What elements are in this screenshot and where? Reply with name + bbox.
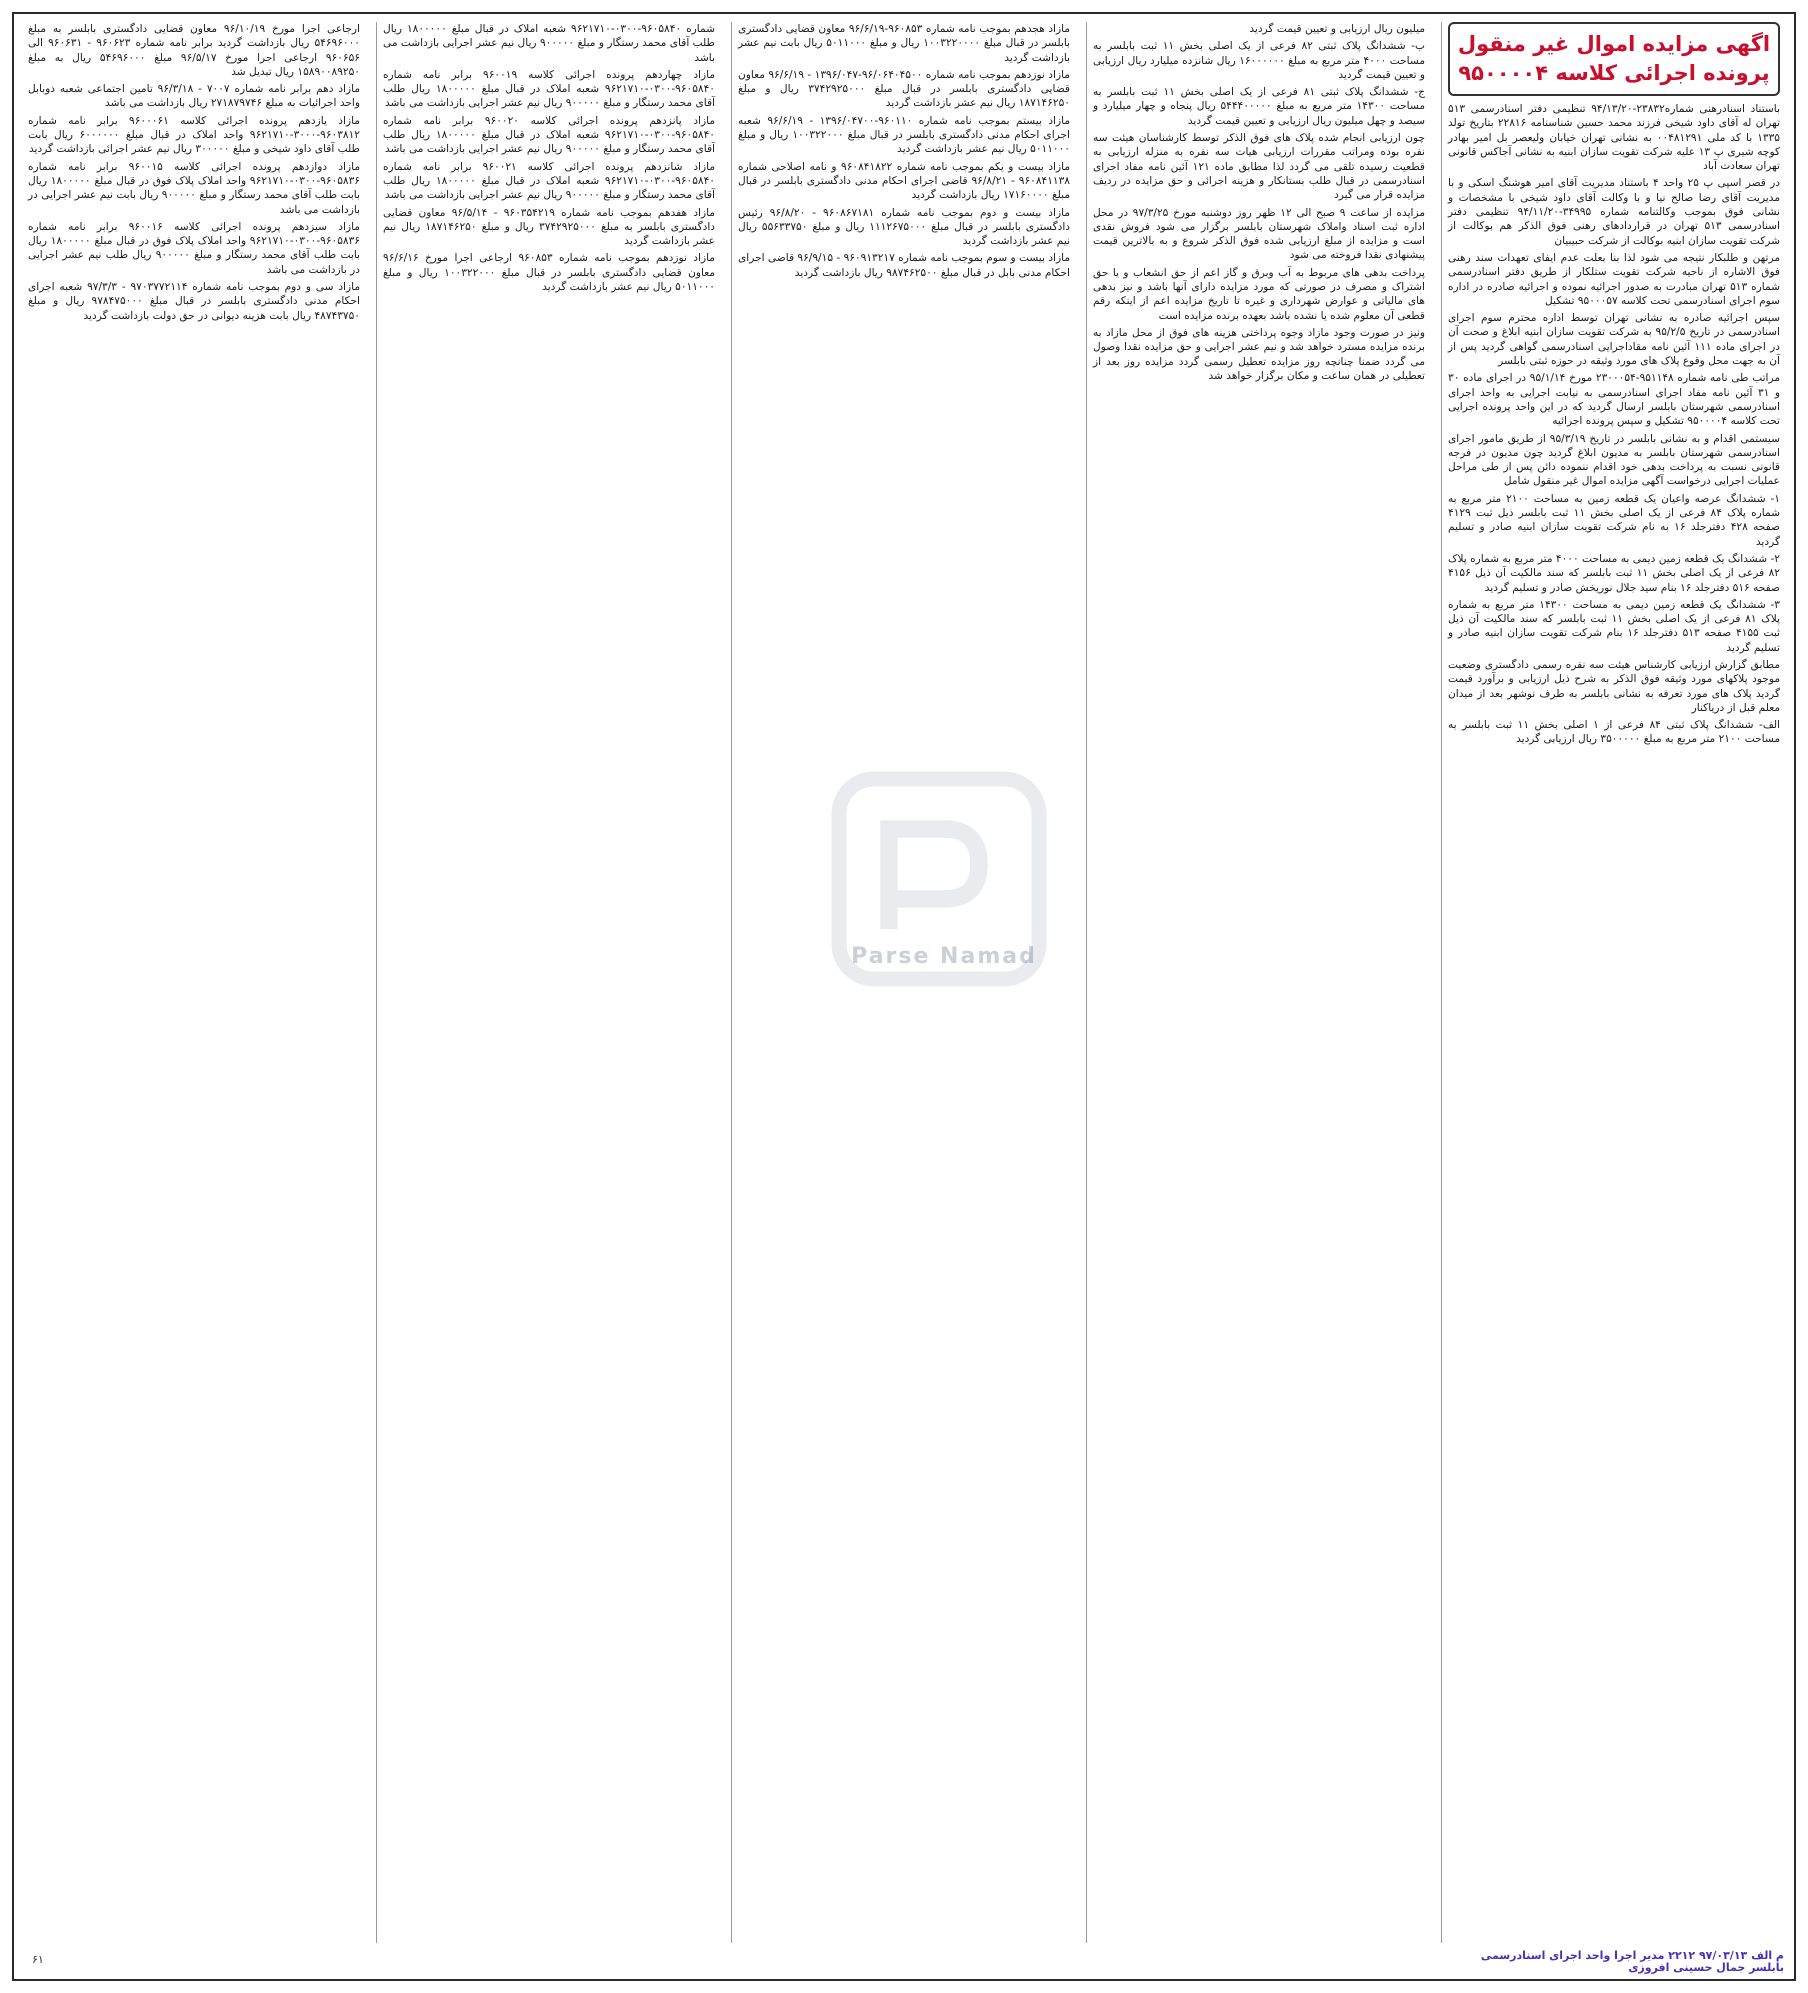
- surplus-item: مازاد یازدهم پرونده اجرائی کلاسه ۹۶۰۰۰۶۱ برابر نامه شماره ۹۶۰۳۸۱۲-۳۰۰۰-۹۶۲۱۷۱۰ واحد املاک در قبال مبلغ ۶۰۰۰۰۰۰ ریال بابت طلب آقای داود شیخی و مبلغ ۳۰۰۰۰۰ ریال نیم عشر اجرائی بازداشت گردید: [28, 114, 360, 156]
- auction-terms: ونیز در صورت وجود مازاد وجوه پرداختی هزینه های فوق از محل مازاد به برنده مزایده مسترد خواهد شد و نیم عشر اجرایی و حق مزایده نقدا وصول می گردد ضمنا چنانچه روز مزایده تعطیل رسمی گردد مزایده روز بعد از تعطیلی در همان ساعت و مکان برگزار خواهد شد: [1093, 326, 1425, 382]
- signer-name: بابلسر جمال حسینی افروزی: [1628, 1961, 1784, 1974]
- surplus-item: مازاد شانزدهم پرونده اجرائی کلاسه ۹۶۰۰۲۱ برابر نامه شماره ۹۶۰۵۸۴۰-۰۳۰۰-۹۶۲۱۷۱۰ شعبه املاک در قبال مبلغ ۱۸۰۰۰۰۰ ریال طلب آقای محمد رستگار و مبلغ ۹۰۰۰۰۰ ریال نیم عشر اجرایی بازداشت می باشد: [383, 160, 715, 202]
- watermark-text: Parse Namad: [851, 944, 1037, 969]
- surplus-item: شماره ۹۶۰۵۸۴۰-۰۳۰۰-۹۶۲۱۷۱۰ شعبه املاک در قبال مبلغ ۱۸۰۰۰۰۰ ریال طلب آقای محمد رستگار و مبلغ ۹۰۰۰۰۰ ریال نیم عشر اجرایی بازداشت می باشد: [383, 23, 715, 64]
- surplus-item: مازاد هفدهم بموجب نامه شماره ۹۶۰۳۵۴۲۱۹ - ۹۶/۵/۱۴ معاون قضایی دادگستری بابلسر به مبلغ ۳۷۴۲۹۲۵۰۰۰ ریال و مبلغ ۱۸۷۱۴۶۲۵۰ ریال نیم عشر بازداشت گردید: [383, 206, 716, 248]
- column-2: [1086, 22, 1431, 1943]
- column-5: [22, 22, 366, 1943]
- surplus-item: مازاد دهم برابر نامه شماره ۷۰۰۷ - ۹۶/۳/۱۸ تامین اجتماعی شعبه دوبابل واحد اجرائیات به مبلغ ۲۷۱۸۷۹۷۴۶ ریال بازداشت می باشد: [28, 83, 361, 110]
- property-item: ۲- ششدانگ یک قطعه زمین دیمی به مساحت ۴۰۰۰ متر مربع به شماره پلاک ۸۲ فرعی از یک اصلی بخش ۱۱ ثبت بابلسر که سند مالکیت آن ذیل ۴۱۵۶ صفحه ۵۱۶ دفترجلد ۱۶ بنام سید جلال نوریخش صادر و تسلیم گردید: [1447, 552, 1780, 594]
- title-box: [1448, 22, 1780, 96]
- column-1: [1441, 22, 1786, 1943]
- page-subtitle: پرونده اجرائی کلاسه ۹۵۰۰۰۰۴: [1458, 61, 1770, 85]
- surplus-item: مازاد بیست و سوم بموجب نامه شماره ۹۶۰۹۱۳۲۱۷ - ۹۶/۹/۱۵ قاضی اجرای احکام مدنی بابل در قبال مبلغ ۹۸۷۴۶۲۵۰۰ ریال بازداشت گردید: [737, 252, 1070, 279]
- appraisal-item: ج- ششدانگ پلاک ثبتی ۸۱ فرعی از یک اصلی بخش ۱۱ ثبت بابلسر به مساحت ۱۴۳۰۰ متر مربع به مبلغ ۵۴۴۴۰۰۰۰۰ ریال پنجاه و چهار میلیارد و سیصد و چهل میلیون ریال ارزیابی و تعیین قیمت گردید: [1093, 86, 1425, 127]
- auction-terms: پرداخت بدهی های مربوط به آب وبرق و گاز اعم از حق انشعاب و یا حق اشتراک و مصرف در صورتی که مورد مزایده دارای آنها باشد و نیز بدهی های مالیاتی و عوارض شهرداری و غیره تا تاریخ مزایده اعم از اینکه رقم قطعی آن معلوم شده یا نشده باشد بعهده برنده مزایده است: [1093, 266, 1425, 322]
- surplus-item: مازاد دوازدهم پرونده اجرائی کلاسه ۹۶۰۰۱۵ برابر نامه شماره ۹۶۰۵۸۳۶-۰۳۰۰-۹۶۲۱۷۱۰ واحد املاک پلاک فوق در قبال مبلغ ۱۸۰۰۰۰۰ ریال بابت طلب آقای محمد رستگار و مبلغ ۹۰۰۰۰۰ ریال بابت نیم عشر اجرایی در بازداشت می باشد: [28, 160, 360, 216]
- appraisal-item: الف- ششدانگ پلاک ثبتی ۸۴ فرعی از ۱ اصلی بخش ۱۱ ثبت بابلسر به مساحت ۲۱۰۰ متر مربع به مبلغ ۳۵۰۰۰۰۰ ریال ارزیابی گردید: [1448, 719, 1781, 746]
- intro-paragraph: مرتهن و طلبکار نتیجه می شود لذا بنا بعلت عدم ایفای تعهدات سند رهنی فوق الاشاره از ناحیه شرکت تقویت ستلکار از طریق دفتر اسنادرسمی شماره ۵۱۳ تهران مبادرت به صدور اجرائیه نموده و اجرائیه صادره در اداره سوم اجرای اسنادرسمی تحت کلاسه ۹۵۰۰۰۵۷ تشکیل: [1448, 251, 1780, 307]
- publication-notice: م الف ۹۷/۰۳/۱۳ ۲۲۱۲ مدیر اجرا واحد اجرای اسنادرسمی: [1480, 1949, 1784, 1962]
- surplus-item: مازاد نوزدهم بموجب نامه شماره ۹۶۰۸۵۳ ارجاعی اجرا مورخ ۹۶/۶/۱۶ معاون قضایی دادگستری بابلسر در قبال مبلغ ۱۰۰۳۲۲۰۰۰ ریال و مبلغ ۵۰۱۱۰۰۰ ریال نیم عشر بازداشت گردید: [383, 252, 715, 294]
- footer: [24, 1947, 1784, 1973]
- surplus-item: مازاد نوزدهم بموجب نامه شماره ۹۶/۰۶۴۰۴۵۰۰-۱۳۹۶/۰۴۷ - ۹۶/۶/۱۹ معاون قضایی دادگستری بابلسر در قبال مبلغ ۳۷۴۲۹۲۵۰۰۰ ریال و مبلغ ۱۸۷۱۴۶۲۵۰ ریال نیم عشر بازداشت گردید: [738, 68, 1070, 110]
- column-4: [376, 22, 721, 1943]
- surplus-item: مازاد بیست و دوم بموجب نامه شماره ۹۶۰۸۶۷۱۸۱ - ۹۶/۸/۲۰ رئیس دادگستری بابلسر در قبال مبلغ ۱۱۱۲۶۷۵۰۰۰ ریال و مبلغ ۵۵۶۳۳۷۵۰ ریال نیم عشر بازداشت گردید: [738, 206, 1071, 248]
- appraisal-item: ب- ششدانگ پلاک ثبتی ۸۲ فرعی از یک اصلی بخش ۱۱ ثبت بابلسر به مساحت ۴۰۰۰ متر مربع به مبلغ ۱۶۰۰۰۰۰۰ ریال شانزده میلیارد ریال ارزیابی و تعیین قیمت گردید: [1093, 40, 1425, 81]
- appraisal-item: میلیون ریال ارزیابی و تعیین قیمت گردید: [1249, 23, 1425, 35]
- page-title: اگهی مزایده اموال غیر منقول: [1457, 32, 1771, 56]
- surplus-item: ارجاعی اجرا مورخ ۹۶/۱۰/۱۹ معاون قضایی دادگستری بابلسر به مبلغ ۵۴۶۹۶۰۰۰ ریال بازداشت گردید برابر نامه شماره ۹۶۰۶۲۳ - ۹۶۰۶۳۱ الی ۹۶۰۶۵۶ ارجاعی اجرا مورخ ۹۶/۵/۱۷ مبلغ ۵۴۶۹۶۰۰۰ ریال به مبلغ ۱۵۸۹۰۰۸۹۲۵۰ ریال تبدیل شد: [28, 23, 360, 78]
- surplus-item: مازاد چهاردهم پرونده اجرائی کلاسه ۹۶۰۰۱۹ برابر نامه شماره ۹۶۰۵۸۴۰-۰۳۰۰-۹۶۲۱۷۱۰ شعبه املاک در قبال مبلغ ۱۸۰۰۰۰۰ ریال طلب آقای محمد رستگار و مبلغ ۹۰۰۰۰۰ ریال نیم عشر اجرایی بازداشت می باشد: [383, 68, 715, 110]
- notice-page: [12, 12, 1796, 1981]
- intro-paragraph: سیستمی اقدام و به نشانی بابلسر در تاریخ ۹۵/۳/۱۹ از طریق مامور اجرای اسنادرسمی شهرستان بابلسر به مدیون ابلاغ گردید چون مدیون در فرجه قانونی نسبت به پرداخت بدهی خود اقدام ننموده دائن پس از طی مراحل عملیات اجرایی درخواست آگهی مزایده اموال غیر منقول شامل: [1448, 432, 1780, 488]
- intro-paragraph: باستناد اسنادرهنی شماره۲۳۸۳۲-۹۴/۱۳/۲۰ تنظیمی دفتر اسنادرسمی ۵۱۳ تهران له آقای داود شیخی فرزند محمد حسین شناسنامه ۲۲۸۱۶ بتاریخ تولد ۱۳۳۵ با کد ملی ۰۰۴۸۱۲۹۱ به نشانی تهران خیابان ولیعصر بل امیر بهادر کوچه شیری پ ۱۳ علیه شرکت تقویت سازان ابنیه به نشانی آجاکس قانونی تهران سعادت آباد: [1448, 103, 1780, 173]
- surplus-item: مازاد بیستم بموجب نامه شماره ۹۶۰۱۱۰-۱۳۹۶/۰۴۷۰۰ - ۹۶/۶/۱۹ شعبه اجرای احکام مدنی دادگستری بابلسر در قبال مبلغ ۱۰۰۳۲۲۰۰۰ ریال و مبلغ ۵۰۱۱۰۰۰ ریال نیم عشر بازداشت گردید: [738, 114, 1071, 156]
- appraisal-paragraph: مطابق گزارش ارزیابی کارشناس هیئت سه نفره رسمی دادگستری وضعیت موجود پلاکهای مورد وثیقه فوق الذکر به شرح ذیل ارزیابی و برآورد قیمت گردید پلاک های مورد تعرفه به نشانی بابلسر به طرف نوشهر بعد از میدان معلم قبل از دریاکنار: [1448, 658, 1780, 714]
- surplus-item: مازاد هجدهم بموجب نامه شماره ۹۶۰۸۵۳-۹۶/۶/۱۹ معاون قضایی دادگستری بابلسر در قبال مبلغ ۱۰۰۳۲۲۰۰۰۰ ریال و مبلغ ۵۰۱۱۰۰۰ ریال بابت نیم عشر بازداشت گردید: [738, 23, 1070, 64]
- auction-terms: مزایده از ساعت ۹ صبح الی ۱۲ ظهر روز دوشنبه مورخ ۹۷/۳/۲۵ در محل اداره ثبت اسناد واملاک شهرستان بابلسر برگزار می شود فروش نقدی است و مزایده از مبلغ ارزیابی شده فوق الذکر شروع و به بالاترین قیمت پیشنهادی نقدا فروخته می شود: [1093, 206, 1426, 262]
- auction-terms: چون ارزیابی انجام شده پلاک های فوق الذکر توسط کارشناسان هیئت سه نفره بوده ومراتب مقررات ارزیابی هیات سه نفره به منزله ارزیابی به قطعیت رسیده تلقی می گردد لذا مطابق ماده ۱۲۱ آئین نامه مفاد اجرای اسنادرسمی در قبال طلب بستانکار و هزینه اجرائی و حق مزایده در ردیف مزایده قرار می گیرد: [1093, 132, 1425, 202]
- intro-paragraph: در قصر اسپی پ ۲۵ واحد ۴ باستناد مدیریت آقای امیر هوشنگ اسکی و با مدیریت آقای رضا صالح نیا و با وکالت آقای داود شیخی با مشخصات و نشانی فوق بموجب وکالتنامه شماره ۳۴۹۹۵-۹۴/۱۱/۲۰ تنظیمی دفتر اسنادرسمی ۵۱۳ تهران در قراردادهای رهنی فوق الذکر هم بوکالت از شرکت تقویت سازان ابنیه بوکالت از شرکت حبیبیان: [1448, 177, 1781, 247]
- surplus-item: مازاد سیزدهم پرونده اجرائی کلاسه ۹۶۰۰۱۶ برابر نامه شماره ۹۶۰۵۸۳۶-۰۳۰۰-۹۶۲۱۷۱۰ واحد املاک پلاک فوق در قبال مبلغ ۱۸۰۰۰۰۰ ریال بابت طلب آقای محمد رستگار و مبلغ ۹۰۰۰۰۰ ریال طلب نیم عشر اجرایی در بازداشت می باشد: [28, 220, 360, 276]
- property-item: ۱- ششدانگ عرصه واعیان یک قطعه زمین به مساحت ۲۱۰۰ متر مربع به شماره پلاک ۸۴ فرعی از یک اصلی بخش ۱۱ ثبت بابلسر ذیل ثبت ۴۱۲۹ صفحه ۴۲۸ دفترجلد ۱۶ به نام شرکت تقویت سازان ابنیه صادر و تسلیم گردید: [1448, 492, 1780, 548]
- surplus-item: مازاد بیست و یکم بموجب نامه شماره ۹۶۰۸۴۱۸۲۲ و نامه اصلاحی شماره ۹۶۰۸۴۱۱۳۸ - ۹۶/۸/۲۱ قاضی اجرای احکام مدنی دادگستری بابلسر در قبال مبلغ ۱۷۱۶۰۰۰۰ ریال بازداشت گردید: [738, 160, 1070, 202]
- surplus-item: مازاد سی و دوم بموجب نامه شماره ۹۷۰۳۷۷۲۱۱۴ - ۹۷/۳/۳ شعبه اجرای احکام مدنی دادگستری بابلسر در قبال مبلغ ۹۷۸۴۷۵۰۰۰ ریال و مبلغ ۴۸۷۴۳۷۵۰ ریال بابت هزینه دیوانی در حق دولت بازداشت گردید: [28, 281, 360, 322]
- page-number: ۶۱: [32, 1953, 44, 1966]
- property-item: ۳- ششدانگ یک قطعه زمین دیمی به مساحت ۱۴۳۰۰ متر مربع به شماره پلاک ۸۱ فرعی از یک اصلی بخش ۱۱ ثبت بابلسر که سند مالکیت آن ذیل ثبت ۴۱۵۵ صفحه ۵۱۳ دفترجلد ۱۶ بنام شرکت تقویت سازان ابنیه صادر و تسلیم گردید: [1448, 598, 1780, 654]
- intro-paragraph: سپس اجرائیه صادره به نشانی تهران توسط اداره محترم سوم اجرای اسنادرسمی در تاریخ ۹۵/۲/۵ به شرکت تقویت سازان ابنیه ابلاغ و صحت آن در اجرای ماده ۱۱۱ آئین نامه مقاداجرایی اسنادرسمی گواهی گردید پس از آن به جهت محل وقوع پلاک های مورد وثیقه در حوزه ثبتی بابلسر: [1448, 312, 1780, 368]
- intro-paragraph: مراتب طی نامه شماره ۹۵۱۱۴۸-۲۳۰۰۰۵۴ مورخ ۹۵/۱/۱۴ در اجرای ماده ۳۰ و ۳۱ آئین نامه مفاد اجرای اسنادرسمی به نیابت اجرایی به واحد اجرای اسنادرسمی شهرستان بابلسر ارسال گردید که در این واحد پرونده اجرایی تحت کلاسه ۹۵۰۰۰۰۴ تشکیل و سپس پرونده اجرائیه: [1448, 372, 1781, 428]
- surplus-item: مازاد پانزدهم پرونده اجرائی کلاسه ۹۶۰۰۲۰ برابر نامه شماره ۹۶۰۵۸۴۰-۰۳۰۰-۹۶۲۱۷۱۰ شعبه املاک در قبال مبلغ ۱۸۰۰۰۰۰ ریال طلب آقای محمد رستگار و مبلغ ۹۰۰۰۰۰ ریال نیم عشر اجرایی بازداشت می باشد: [383, 114, 715, 156]
